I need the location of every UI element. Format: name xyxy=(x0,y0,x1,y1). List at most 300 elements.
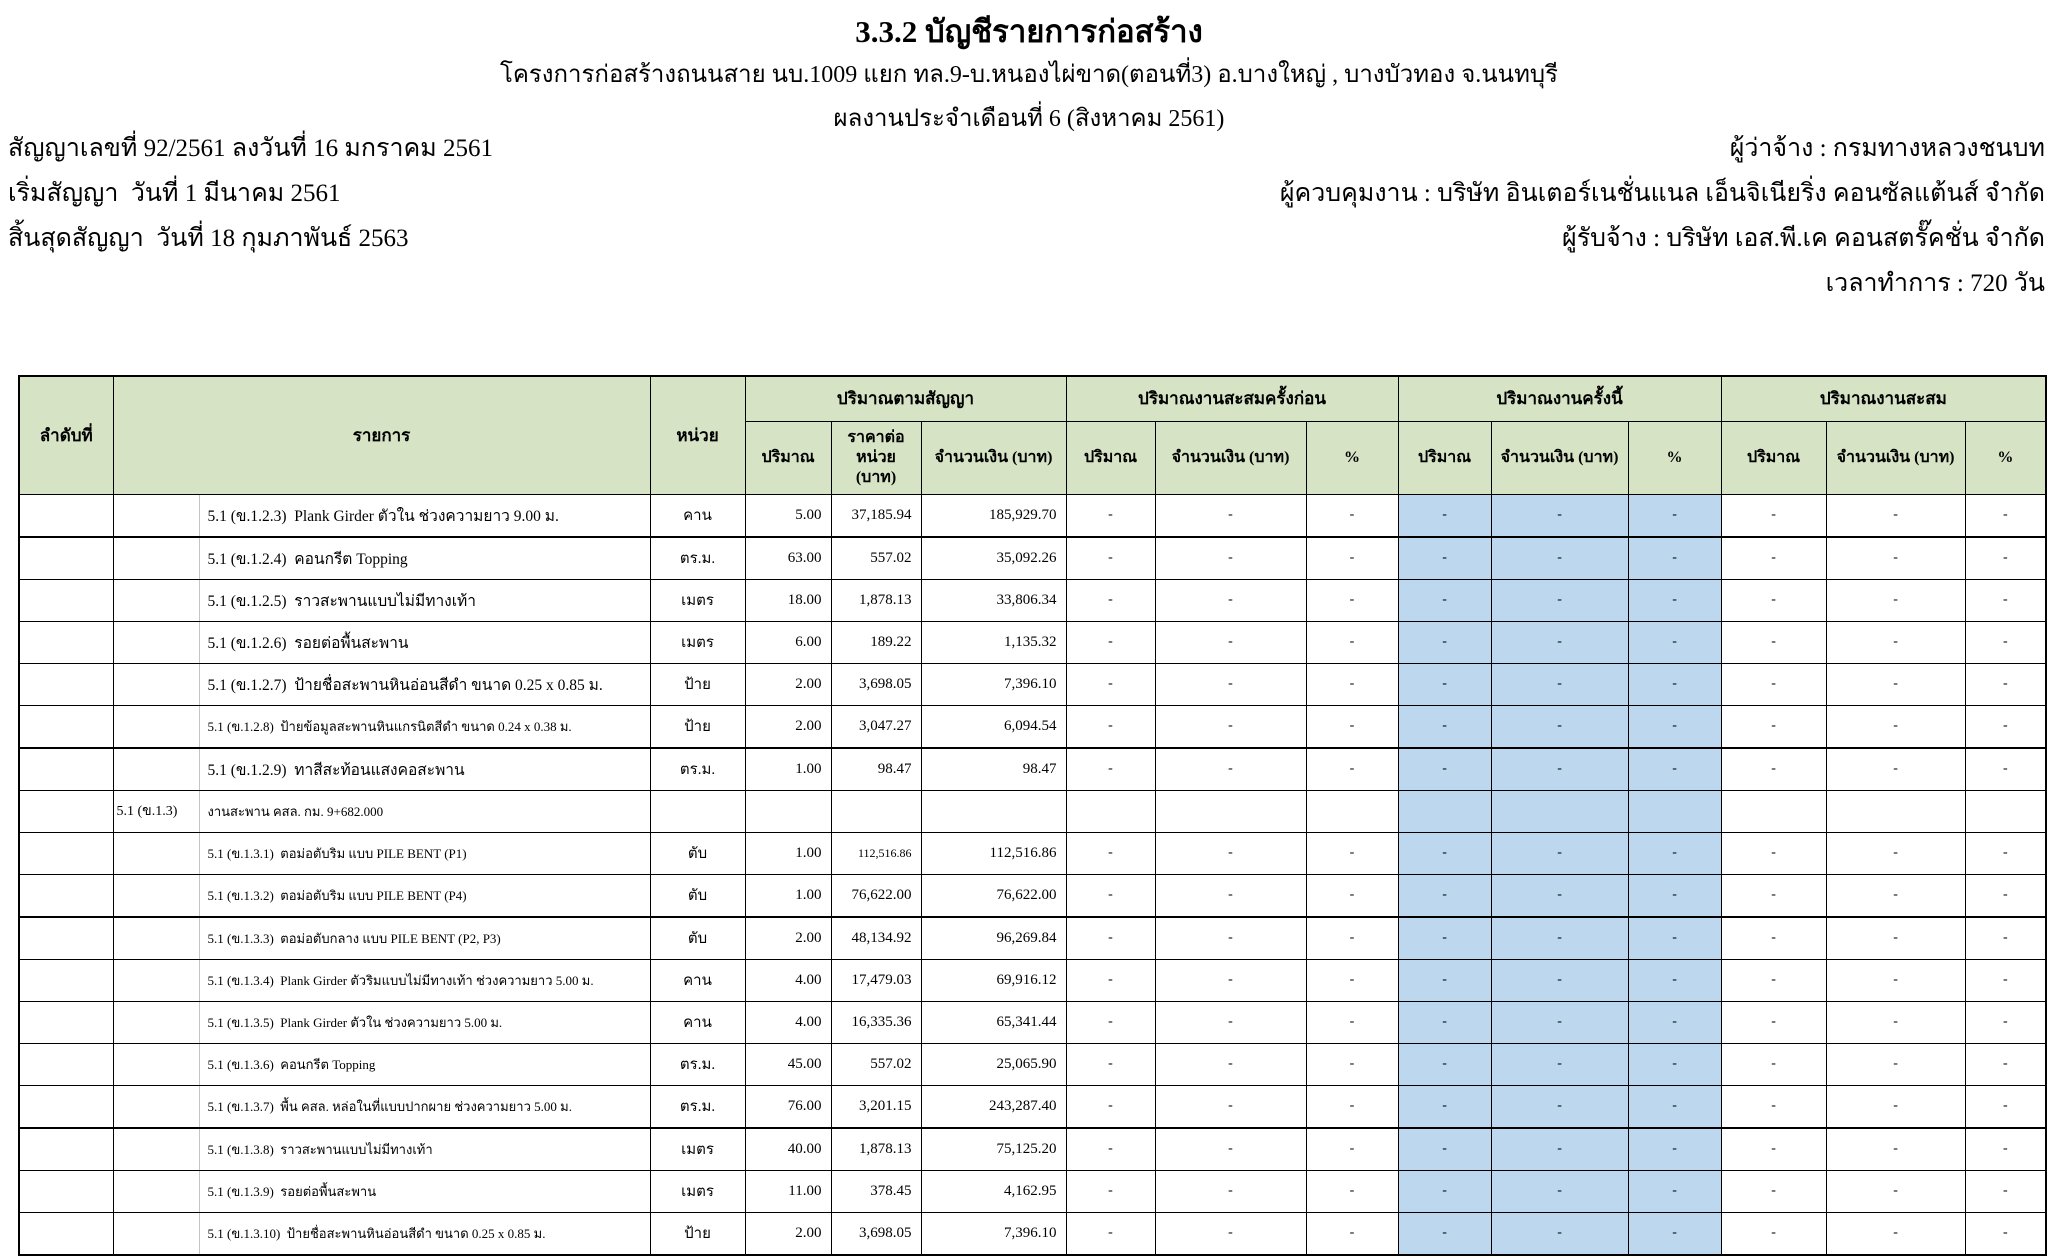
cell-no xyxy=(19,874,113,917)
cell-previous-0: - xyxy=(1066,1001,1155,1043)
cell-current-1: - xyxy=(1491,1043,1628,1085)
table-body xyxy=(19,494,2046,1255)
cell-accum-1: - xyxy=(1826,1085,1965,1128)
cell-contract-unit-price: 3,698.05 xyxy=(831,1212,921,1255)
subcol-accum-qty: ปริมาณ xyxy=(1721,421,1826,494)
table-row xyxy=(19,1212,2046,1255)
cell-previous-2: - xyxy=(1306,537,1398,580)
item-description: 5.1 (ข.1.3.8) ราวสะพานแบบไม่มีทางเท้า xyxy=(207,1141,433,1157)
cell-no xyxy=(19,705,113,748)
cell-previous-0: - xyxy=(1066,1170,1155,1212)
cell-current-1: - xyxy=(1491,1001,1628,1043)
cell-current-1: - xyxy=(1491,1212,1628,1255)
item-code xyxy=(114,622,200,663)
item-description: 5.1 (ข.1.2.5) ราวสะพานแบบไม่มีทางเท้า xyxy=(207,592,476,610)
cell-current-0: - xyxy=(1398,1170,1491,1212)
cell-accum-0: - xyxy=(1721,537,1826,580)
item-code: 5.1 (ข.1.3) xyxy=(114,791,200,832)
employer-line: ผู้ว่าจ้าง : กรมทางหลวงชนบท xyxy=(1729,135,2045,162)
cell-contract-unit-price: 17,479.03 xyxy=(831,959,921,1001)
cell-contract-qty: 4.00 xyxy=(745,959,831,1001)
cell-previous-2: - xyxy=(1306,494,1398,537)
cell-previous-0: - xyxy=(1066,1212,1155,1255)
cell-item xyxy=(113,832,650,874)
cell-contract-amount: 96,269.84 xyxy=(921,917,1066,960)
contract-info-left xyxy=(8,130,493,265)
subcol-previous-qty: ปริมาณ xyxy=(1066,421,1155,494)
cell-previous-1: - xyxy=(1155,705,1306,748)
cell-unit: เมตร xyxy=(650,1170,745,1212)
cell-item xyxy=(113,1170,650,1212)
cell-no xyxy=(19,832,113,874)
cell-contract-amount: 69,916.12 xyxy=(921,959,1066,1001)
cell-item xyxy=(113,748,650,791)
cell-accum-0: - xyxy=(1721,1085,1826,1128)
cell-contract-unit-price: 557.02 xyxy=(831,537,921,580)
cell-no xyxy=(19,748,113,791)
item-description: 5.1 (ข.1.3.5) Plank Girder ตัวใน ช่วงความยาว 5.00 ม. xyxy=(207,1014,503,1030)
cell-accum-1: - xyxy=(1826,663,1965,705)
cell-previous-1: - xyxy=(1155,663,1306,705)
item-code xyxy=(114,1044,200,1085)
cell-previous-2: - xyxy=(1306,663,1398,705)
cell-contract-qty: 2.00 xyxy=(745,705,831,748)
item-code xyxy=(114,580,200,621)
cell-unit: เมตร xyxy=(650,579,745,621)
table-row xyxy=(19,832,2046,874)
subcol-previous-amount: จำนวนเงิน (บาท) xyxy=(1155,421,1306,494)
cell-current-2: - xyxy=(1628,917,1721,960)
cell-current-1: - xyxy=(1491,874,1628,917)
contractor-line: ผู้รับจ้าง : บริษัท เอส.พี.เค คอนสตรั๊คชั่น จำกัด xyxy=(1562,225,2045,252)
cell-current-2: - xyxy=(1628,621,1721,663)
cell-current-0: - xyxy=(1398,621,1491,663)
page-title: 3.3.2 บัญชีรายการก่อสร้าง xyxy=(855,14,1203,49)
cell-previous-0: - xyxy=(1066,1043,1155,1085)
cell-current-0: - xyxy=(1398,1128,1491,1171)
cell-accum-1 xyxy=(1826,790,1965,832)
cell-contract-qty: 40.00 xyxy=(745,1128,831,1171)
group-header-accumulated: ปริมาณงานสะสม xyxy=(1721,376,2046,421)
cell-previous-2: - xyxy=(1306,959,1398,1001)
cell-accum-1: - xyxy=(1826,621,1965,663)
cell-current-2: - xyxy=(1628,748,1721,791)
cell-contract-qty: 2.00 xyxy=(745,1212,831,1255)
cell-contract-amount: 25,065.90 xyxy=(921,1043,1066,1085)
cell-current-0: - xyxy=(1398,1001,1491,1043)
subcol-current-qty: ปริมาณ xyxy=(1398,421,1491,494)
cell-accum-1: - xyxy=(1826,1170,1965,1212)
cell-no xyxy=(19,790,113,832)
cell-current-2: - xyxy=(1628,494,1721,537)
cell-previous-2: - xyxy=(1306,1085,1398,1128)
table-row xyxy=(19,705,2046,748)
cell-item xyxy=(113,959,650,1001)
table-header xyxy=(19,376,2046,494)
item-code xyxy=(114,960,200,1001)
table-row xyxy=(19,1043,2046,1085)
cell-item xyxy=(113,621,650,663)
item-description: 5.1 (ข.1.2.9) ทาสีสะท้อนแสงคอสะพาน xyxy=(207,761,465,779)
subcol-accum-amount: จำนวนเงิน (บาท) xyxy=(1826,421,1965,494)
cell-previous-2: - xyxy=(1306,1043,1398,1085)
cell-accum-0: - xyxy=(1721,494,1826,537)
cell-accum-1: - xyxy=(1826,874,1965,917)
item-code xyxy=(114,538,200,579)
cell-previous-0: - xyxy=(1066,537,1155,580)
boq-table xyxy=(18,375,2047,1256)
cell-contract-amount: 4,162.95 xyxy=(921,1170,1066,1212)
cell-no xyxy=(19,579,113,621)
cell-current-1: - xyxy=(1491,1128,1628,1171)
supervisor-line: ผู้ควบคุมงาน : บริษัท อินเตอร์เนชั่นแนล เอ็นจิเนียริ่ง คอนซัลแต้นส์ จำกัด xyxy=(1279,180,2045,207)
cell-accum-1: - xyxy=(1826,959,1965,1001)
duration-line: เวลาทำการ : 720 วัน xyxy=(1825,270,2045,297)
cell-current-1: - xyxy=(1491,537,1628,580)
item-description: 5.1 (ข.1.3.10) ป้ายชื่อสะพานหินอ่อนสีดำ ขนาด 0.25 x 0.85 ม. xyxy=(207,1225,546,1241)
cell-previous-2: - xyxy=(1306,705,1398,748)
cell-contract-qty: 1.00 xyxy=(745,832,831,874)
item-code xyxy=(114,1171,200,1212)
cell-accum-0: - xyxy=(1721,1170,1826,1212)
cell-accum-0: - xyxy=(1721,705,1826,748)
cell-accum-0: - xyxy=(1721,959,1826,1001)
cell-contract-unit-price: 112,516.86 xyxy=(831,832,921,874)
cell-previous-0: - xyxy=(1066,705,1155,748)
cell-accum-1: - xyxy=(1826,1043,1965,1085)
cell-current-1: - xyxy=(1491,705,1628,748)
cell-contract-amount: 76,622.00 xyxy=(921,874,1066,917)
cell-item xyxy=(113,874,650,917)
cell-contract-qty: 6.00 xyxy=(745,621,831,663)
table-row xyxy=(19,1085,2046,1128)
cell-accum-0: - xyxy=(1721,579,1826,621)
cell-accum-1: - xyxy=(1826,1001,1965,1043)
item-code xyxy=(114,664,200,705)
cell-contract-unit-price: 76,622.00 xyxy=(831,874,921,917)
cell-previous-0: - xyxy=(1066,663,1155,705)
cell-previous-1: - xyxy=(1155,1085,1306,1128)
cell-accum-0 xyxy=(1721,790,1826,832)
subcol-accum-percent: % xyxy=(1965,421,2046,494)
cell-no xyxy=(19,1128,113,1171)
cell-contract-qty: 76.00 xyxy=(745,1085,831,1128)
cell-previous-1: - xyxy=(1155,621,1306,663)
cell-contract-qty: 2.00 xyxy=(745,663,831,705)
item-code xyxy=(114,1129,200,1170)
cell-previous-1: - xyxy=(1155,1170,1306,1212)
group-header-contract: ปริมาณตามสัญญา xyxy=(745,376,1066,421)
cell-current-2: - xyxy=(1628,537,1721,580)
cell-current-1: - xyxy=(1491,621,1628,663)
cell-accum-2: - xyxy=(1965,537,2046,580)
cell-accum-1: - xyxy=(1826,537,1965,580)
cell-no xyxy=(19,621,113,663)
cell-contract-qty: 4.00 xyxy=(745,1001,831,1043)
cell-current-2: - xyxy=(1628,705,1721,748)
subcol-contract-unit-price: ราคาต่อ หน่วย (บาท) xyxy=(831,421,921,494)
cell-unit: ป้าย xyxy=(650,705,745,748)
cell-current-2 xyxy=(1628,790,1721,832)
cell-current-2: - xyxy=(1628,1085,1721,1128)
cell-previous-1: - xyxy=(1155,1001,1306,1043)
cell-current-2: - xyxy=(1628,959,1721,1001)
cell-accum-2: - xyxy=(1965,1001,2046,1043)
item-code xyxy=(114,875,200,916)
cell-accum-1: - xyxy=(1826,1212,1965,1255)
cell-current-0: - xyxy=(1398,663,1491,705)
table-row xyxy=(19,959,2046,1001)
cell-contract-unit-price: 1,878.13 xyxy=(831,1128,921,1171)
cell-unit: ตร.ม. xyxy=(650,1085,745,1128)
period-title: ผลงานประจำเดือนที่ 6 (สิงหาคม 2561) xyxy=(833,106,1225,132)
cell-current-2: - xyxy=(1628,579,1721,621)
cell-current-0: - xyxy=(1398,705,1491,748)
item-code xyxy=(114,1213,200,1254)
cell-item xyxy=(113,579,650,621)
item-description: 5.1 (ข.1.3.6) คอนกรีต Topping xyxy=(207,1056,376,1072)
cell-accum-0: - xyxy=(1721,748,1826,791)
group-header-current: ปริมาณงานครั้งนี้ xyxy=(1398,376,1721,421)
item-description: 5.1 (ข.1.3.3) ตอม่อตับกลาง แบบ PILE BENT (P2, P3) xyxy=(207,930,501,946)
cell-current-1: - xyxy=(1491,1170,1628,1212)
cell-accum-2: - xyxy=(1965,705,2046,748)
cell-item xyxy=(113,1128,650,1171)
cell-contract-unit-price: 48,134.92 xyxy=(831,917,921,960)
subcol-contract-qty: ปริมาณ xyxy=(745,421,831,494)
table-row xyxy=(19,1001,2046,1043)
table-row xyxy=(19,663,2046,705)
cell-current-1: - xyxy=(1491,959,1628,1001)
cell-contract-unit-price: 3,698.05 xyxy=(831,663,921,705)
cell-accum-2: - xyxy=(1965,959,2046,1001)
cell-accum-2: - xyxy=(1965,663,2046,705)
table-row xyxy=(19,1128,2046,1171)
cell-accum-2: - xyxy=(1965,621,2046,663)
cell-no xyxy=(19,1212,113,1255)
cell-previous-1: - xyxy=(1155,832,1306,874)
cell-contract-qty: 1.00 xyxy=(745,874,831,917)
cell-item xyxy=(113,790,650,832)
cell-previous-0: - xyxy=(1066,748,1155,791)
cell-contract-qty xyxy=(745,790,831,832)
cell-accum-0: - xyxy=(1721,1001,1826,1043)
cell-current-2: - xyxy=(1628,663,1721,705)
cell-contract-qty: 2.00 xyxy=(745,917,831,960)
item-code xyxy=(114,833,200,874)
cell-contract-amount: 1,135.32 xyxy=(921,621,1066,663)
section-row xyxy=(19,790,2046,832)
cell-contract-amount: 75,125.20 xyxy=(921,1128,1066,1171)
cell-contract-amount: 35,092.26 xyxy=(921,537,1066,580)
cell-unit: ตร.ม. xyxy=(650,748,745,791)
contract-number-line: สัญญาเลขที่ 92/2561 ลงวันที่ 16 มกราคม 2561 xyxy=(8,135,493,162)
cell-accum-2 xyxy=(1965,790,2046,832)
cell-contract-unit-price: 378.45 xyxy=(831,1170,921,1212)
cell-no xyxy=(19,537,113,580)
cell-accum-2: - xyxy=(1965,1170,2046,1212)
table-row xyxy=(19,579,2046,621)
cell-no xyxy=(19,1170,113,1212)
cell-accum-1: - xyxy=(1826,748,1965,791)
cell-contract-amount: 98.47 xyxy=(921,748,1066,791)
item-description: 5.1 (ข.1.2.7) ป้ายชื่อสะพานหินอ่อนสีดำ ขนาด 0.25 x 0.85 ม. xyxy=(207,676,603,694)
cell-contract-qty: 63.00 xyxy=(745,537,831,580)
cell-accum-0: - xyxy=(1721,874,1826,917)
cell-accum-0: - xyxy=(1721,1043,1826,1085)
table-row xyxy=(19,874,2046,917)
cell-accum-2: - xyxy=(1965,748,2046,791)
cell-previous-0: - xyxy=(1066,917,1155,960)
cell-current-0 xyxy=(1398,790,1491,832)
cell-accum-2: - xyxy=(1965,1128,2046,1171)
table-row xyxy=(19,621,2046,663)
table-row xyxy=(19,1170,2046,1212)
cell-previous-1: - xyxy=(1155,959,1306,1001)
contract-info-right xyxy=(1280,130,2045,310)
cell-previous-0: - xyxy=(1066,874,1155,917)
cell-contract-amount: 65,341.44 xyxy=(921,1001,1066,1043)
cell-accum-2: - xyxy=(1965,1212,2046,1255)
cell-contract-unit-price: 3,047.27 xyxy=(831,705,921,748)
cell-contract-unit-price: 3,201.15 xyxy=(831,1085,921,1128)
cell-no xyxy=(19,1043,113,1085)
cell-no xyxy=(19,959,113,1001)
cell-current-2: - xyxy=(1628,1128,1721,1171)
cell-previous-2: - xyxy=(1306,1212,1398,1255)
cell-current-0: - xyxy=(1398,579,1491,621)
cell-item xyxy=(113,1085,650,1128)
cell-current-0: - xyxy=(1398,1212,1491,1255)
cell-contract-unit-price: 189.22 xyxy=(831,621,921,663)
cell-current-2: - xyxy=(1628,1212,1721,1255)
cell-accum-1: - xyxy=(1826,494,1965,537)
cell-accum-1: - xyxy=(1826,1128,1965,1171)
cell-current-0: - xyxy=(1398,1043,1491,1085)
cell-no xyxy=(19,1001,113,1043)
cell-previous-1: - xyxy=(1155,579,1306,621)
item-description: งานสะพาน คสล. กม. 9+682.000 xyxy=(207,803,384,819)
cell-contract-qty: 1.00 xyxy=(745,748,831,791)
cell-previous-2: - xyxy=(1306,917,1398,960)
cell-previous-0: - xyxy=(1066,579,1155,621)
cell-previous-0: - xyxy=(1066,1128,1155,1171)
cell-previous-1 xyxy=(1155,790,1306,832)
cell-accum-1: - xyxy=(1826,832,1965,874)
cell-current-0: - xyxy=(1398,748,1491,791)
item-description: 5.1 (ข.1.3.4) Plank Girder ตัวริมแบบไม่มีทางเท้า ช่วงความยาว 5.00 ม. xyxy=(207,972,594,988)
cell-current-1: - xyxy=(1491,663,1628,705)
cell-no xyxy=(19,917,113,960)
item-code xyxy=(114,1086,200,1127)
cell-previous-0: - xyxy=(1066,1085,1155,1128)
cell-item xyxy=(113,1001,650,1043)
cell-accum-2: - xyxy=(1965,579,2046,621)
cell-accum-1: - xyxy=(1826,705,1965,748)
cell-previous-1: - xyxy=(1155,1212,1306,1255)
col-header-unit: หน่วย xyxy=(650,376,745,494)
item-code xyxy=(114,918,200,959)
cell-contract-unit-price: 557.02 xyxy=(831,1043,921,1085)
cell-accum-2: - xyxy=(1965,1043,2046,1085)
cell-contract-unit-price: 98.47 xyxy=(831,748,921,791)
cell-contract-qty: 5.00 xyxy=(745,494,831,537)
item-description: 5.1 (ข.1.3.9) รอยต่อพื้นสะพาน xyxy=(207,1183,377,1199)
cell-unit: ตับ xyxy=(650,874,745,917)
cell-unit: ตับ xyxy=(650,917,745,960)
cell-unit: คาน xyxy=(650,1001,745,1043)
cell-contract-amount: 33,806.34 xyxy=(921,579,1066,621)
cell-accum-2: - xyxy=(1965,1085,2046,1128)
cell-accum-2: - xyxy=(1965,494,2046,537)
cell-unit: คาน xyxy=(650,959,745,1001)
cell-current-1: - xyxy=(1491,1085,1628,1128)
item-code xyxy=(114,706,200,747)
cell-previous-2: - xyxy=(1306,832,1398,874)
item-description: 5.1 (ข.1.2.4) คอนกรีต Topping xyxy=(207,550,408,568)
cell-current-2: - xyxy=(1628,1001,1721,1043)
cell-previous-2: - xyxy=(1306,579,1398,621)
cell-contract-unit-price: 16,335.36 xyxy=(831,1001,921,1043)
cell-contract-amount: 7,396.10 xyxy=(921,663,1066,705)
cell-item xyxy=(113,1043,650,1085)
item-description: 5.1 (ข.1.2.3) Plank Girder ตัวใน ช่วงความยาว 9.00 ม. xyxy=(207,507,559,525)
cell-accum-2: - xyxy=(1965,874,2046,917)
cell-item xyxy=(113,663,650,705)
cell-previous-0: - xyxy=(1066,621,1155,663)
cell-accum-0: - xyxy=(1721,663,1826,705)
cell-accum-0: - xyxy=(1721,832,1826,874)
cell-unit: เมตร xyxy=(650,621,745,663)
cell-contract-amount: 112,516.86 xyxy=(921,832,1066,874)
cell-unit: ตร.ม. xyxy=(650,537,745,580)
cell-current-1: - xyxy=(1491,832,1628,874)
cell-accum-1: - xyxy=(1826,579,1965,621)
cell-current-0: - xyxy=(1398,874,1491,917)
cell-unit: ตับ xyxy=(650,832,745,874)
cell-unit: เมตร xyxy=(650,1128,745,1171)
subcol-previous-percent: % xyxy=(1306,421,1398,494)
cell-contract-unit-price: 1,878.13 xyxy=(831,579,921,621)
cell-accum-0: - xyxy=(1721,1128,1826,1171)
cell-unit: ป้าย xyxy=(650,663,745,705)
item-description: 5.1 (ข.1.3.2) ตอม่อตับริม แบบ PILE BENT (P4) xyxy=(207,887,467,903)
cell-current-2: - xyxy=(1628,1043,1721,1085)
cell-previous-1: - xyxy=(1155,748,1306,791)
item-code xyxy=(114,1002,200,1043)
cell-accum-0: - xyxy=(1721,1212,1826,1255)
cell-current-2: - xyxy=(1628,1170,1721,1212)
cell-item xyxy=(113,1212,650,1255)
cell-item xyxy=(113,705,650,748)
cell-current-1: - xyxy=(1491,748,1628,791)
cell-contract-qty: 18.00 xyxy=(745,579,831,621)
cell-previous-1: - xyxy=(1155,494,1306,537)
cell-accum-1: - xyxy=(1826,917,1965,960)
cell-unit: คาน xyxy=(650,494,745,537)
item-code xyxy=(114,495,200,536)
cell-current-2: - xyxy=(1628,832,1721,874)
cell-contract-unit-price xyxy=(831,790,921,832)
cell-previous-1: - xyxy=(1155,874,1306,917)
group-header-previous: ปริมาณงานสะสมครั้งก่อน xyxy=(1066,376,1398,421)
item-description: 5.1 (ข.1.3.1) ตอม่อตับริม แบบ PILE BENT (P1) xyxy=(207,845,467,861)
cell-previous-1: - xyxy=(1155,1043,1306,1085)
cell-current-1: - xyxy=(1491,494,1628,537)
col-header-no: ลำดับที่ xyxy=(19,376,113,494)
cell-previous-2: - xyxy=(1306,748,1398,791)
cell-contract-amount: 6,094.54 xyxy=(921,705,1066,748)
